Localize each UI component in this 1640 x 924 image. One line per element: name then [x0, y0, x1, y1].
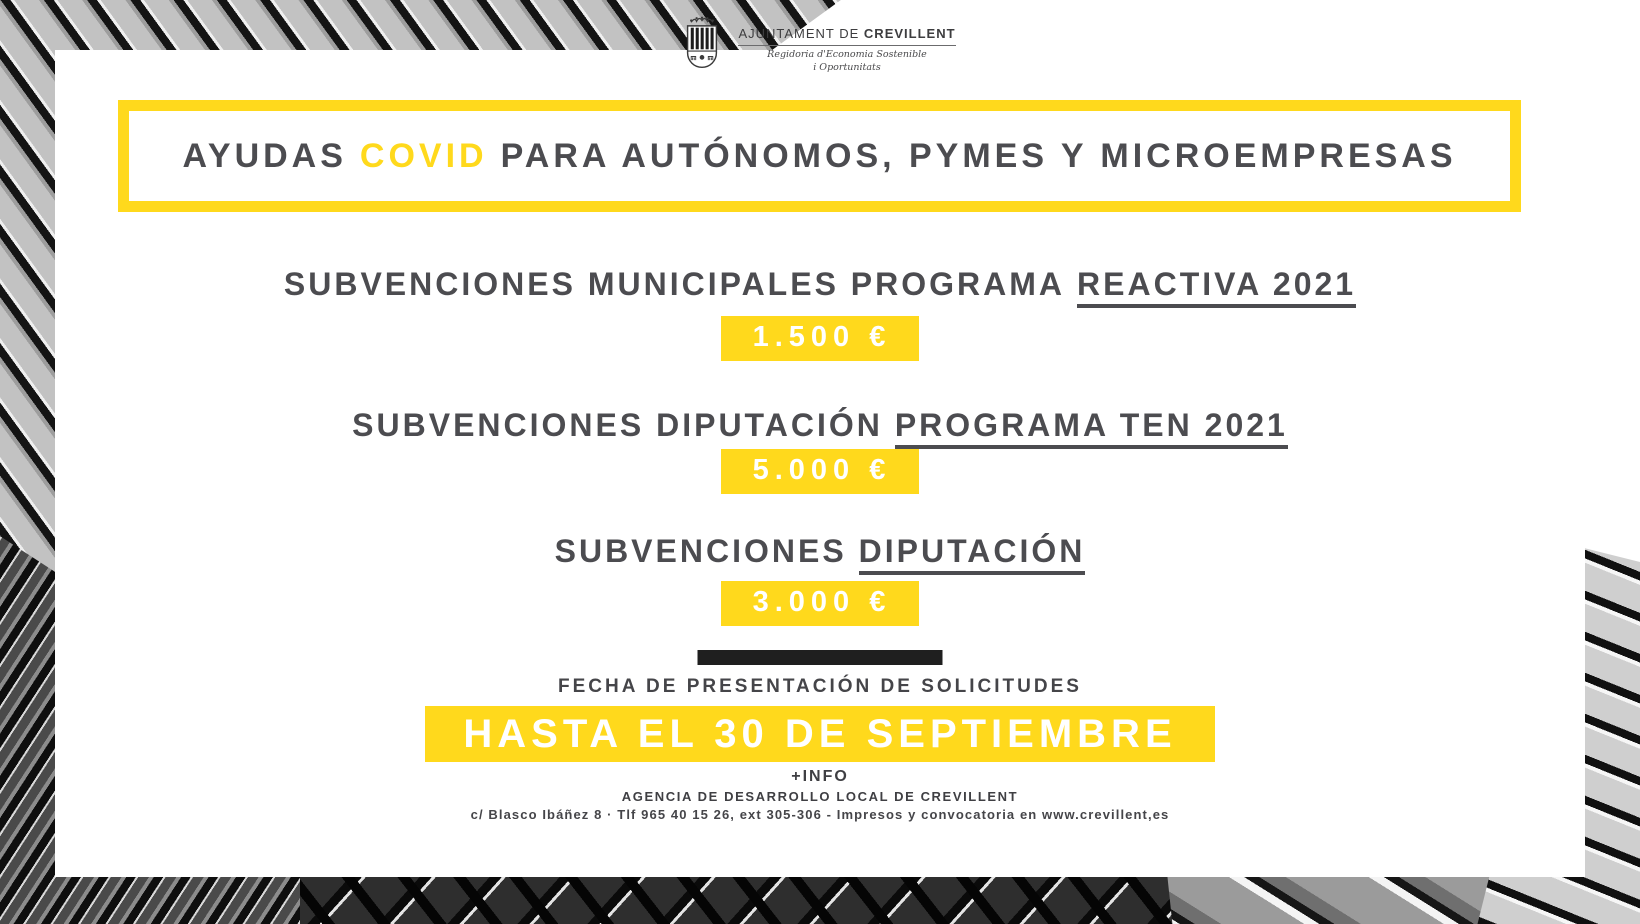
right-yellow-accent-rect	[1547, 337, 1640, 547]
title-box	[118, 100, 1521, 212]
page-title	[182, 137, 1456, 176]
grant-amount-badge: 5.000 €	[721, 449, 920, 494]
deadline-banner: HASTA EL 30 DE SEPTIEMBRE	[425, 706, 1215, 762]
grant-label: SUBVENCIONES	[554, 533, 847, 569]
left-yellow-accent-rect	[0, 341, 92, 538]
title-pre: AYUDAS	[182, 136, 347, 175]
department-line1: Regidoria d'Economia Sostenible	[767, 49, 927, 60]
grant-heading-diputacion	[55, 533, 1585, 575]
deadline-heading: FECHA DE PRESENTACIÓN DE SOLICITUDES	[558, 676, 1082, 697]
title-post: PARA AUTÓNOMOS, PYMES Y MICROEMPRESAS	[500, 136, 1457, 175]
contact-line: c/ Blasco Ibáñez 8 · Tlf 965 40 15 26, ext 305-306 - Impresos y convocatoria en www.crevillent,es	[470, 807, 1170, 822]
grant-amount-row	[55, 316, 1585, 361]
grant-label-underlined: DIPUTACIÓN	[859, 533, 1086, 575]
org-name-plain: AJUNTAMENT DE	[738, 26, 860, 41]
department-name	[738, 49, 955, 75]
grant-label: SUBVENCIONES MUNICIPALES PROGRAMA	[283, 266, 1066, 302]
divider-bar	[698, 650, 943, 665]
org-name	[738, 26, 955, 46]
grant-amount-badge: 3.000 €	[721, 581, 920, 626]
grant-amount-row	[55, 449, 1585, 494]
grant-label-underlined: PROGRAMA TEN 2021	[895, 407, 1288, 449]
grant-label-underlined: REACTIVA 2021	[1077, 266, 1356, 308]
grant-heading-reactiva	[55, 266, 1585, 308]
org-name-bold: CREVILLENT	[863, 26, 956, 41]
more-info-label: +INFO	[791, 768, 849, 785]
header-logo	[0, 12, 1640, 75]
deadline-banner-row	[55, 706, 1585, 762]
crevillent-crest-icon	[684, 12, 720, 74]
department-line2: i Oportunitats	[813, 61, 881, 73]
header-org-block	[738, 12, 955, 75]
grant-label: SUBVENCIONES DIPUTACIÓN	[352, 407, 883, 443]
title-highlight-covid: COVID	[359, 136, 488, 175]
grant-amount-row	[55, 581, 1585, 626]
grant-heading-ten	[55, 407, 1585, 449]
poster-card	[55, 50, 1585, 877]
grant-amount-badge: 1.500 €	[721, 316, 920, 361]
agency-name: AGENCIA DE DESARROLLO LOCAL DE CREVILLENT	[621, 789, 1019, 804]
